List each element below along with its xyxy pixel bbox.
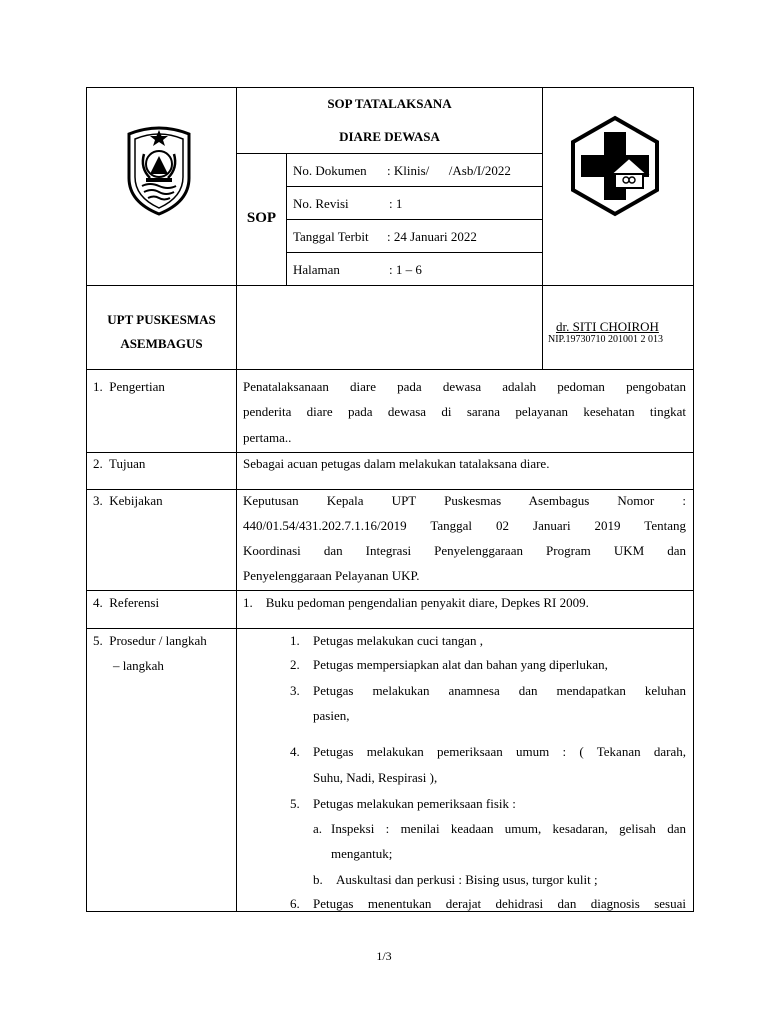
org-name-line-2: ASEMBAGUS: [120, 336, 203, 351]
pengertian-line: penderita diare pada dewasa di sarana pelayanan kesehatan tingkat: [243, 404, 686, 419]
border-top: [86, 87, 694, 88]
substep-text-cont: mengantuk;: [331, 846, 393, 861]
page-value: : 1 – 6: [389, 262, 422, 277]
divider-pengertian-bottom: [86, 452, 694, 453]
step-number: 3.: [290, 683, 300, 698]
step-text: Petugas melakukan pemeriksaan umum : ( Tekanan darah,: [313, 744, 686, 759]
doc-number-label: No. Dokumen: [293, 163, 367, 178]
page-number: 1/3: [376, 949, 392, 963]
substep-text: Auskultasi dan perkusi : Bising usus, turgor kulit ;: [336, 872, 598, 887]
step-number: 6.: [290, 896, 300, 911]
substep-letter: b.: [313, 872, 323, 887]
step-number: 4.: [290, 744, 300, 759]
doc-number-value: : Klinis/ /Asb/I/2022: [387, 163, 511, 178]
kebijakan-line: Penyelenggaraan Pelayanan UKP.: [243, 568, 420, 583]
revision-value: : 1: [389, 196, 403, 211]
step-number: 5.: [290, 796, 300, 811]
page-label: Halaman: [293, 262, 340, 277]
section-label-referensi: 4. Referensi: [93, 595, 160, 610]
title-line-2: DIARE DEWASA: [339, 129, 440, 144]
regency-crest-icon: [126, 120, 192, 216]
border-bottom: [86, 911, 694, 912]
section-label-prosedur-cont: – langkah: [113, 658, 164, 673]
kebijakan-line: 440/01.54/431.202.7.1.16/2019 Tanggal 02 Januari 2019 Tentang: [243, 518, 686, 533]
divider-org-bottom: [86, 369, 694, 370]
divider-issued-row: [286, 252, 543, 253]
issued-date-value: : 24 Januari 2022: [387, 229, 477, 244]
doctor-name: dr. SITI CHOIROH: [556, 319, 659, 334]
kebijakan-line: Keputusan Kepala UPT Puskesmas Asembagus Nomor :: [243, 493, 686, 508]
step-text-cont: pasien,: [313, 708, 350, 723]
puskesmas-cross-logo-icon: [567, 114, 663, 218]
pengertian-line: pertama..: [243, 430, 292, 445]
pengertian-line: Penatalaksanaan diare pada dewasa adalah pedoman pengobatan: [243, 379, 686, 394]
org-name-line-1: UPT PUSKESMAS: [107, 312, 216, 327]
substep-letter: a.: [313, 821, 323, 836]
doctor-nip: NIP.19730710 201001 2 013: [548, 334, 664, 345]
divider-rev-row: [286, 219, 543, 220]
divider-doc-row: [286, 186, 543, 187]
section-label-pengertian: 1. Pengertian: [93, 379, 165, 394]
divider-header-bottom: [86, 285, 694, 286]
step-text: Petugas melakukan cuci tangan ,: [313, 633, 484, 648]
step-number: 1.: [290, 633, 300, 648]
divider-tujuan-bottom: [86, 489, 694, 490]
referensi-text: 1. Buku pedoman pengendalian penyakit diare, Depkes RI 2009.: [243, 595, 589, 610]
section-label-prosedur: 5. Prosedur / langkah: [93, 633, 207, 648]
step-text: Petugas mempersiapkan alat dan bahan yang diperlukan,: [313, 657, 608, 672]
border-right: [693, 87, 694, 912]
border-left: [86, 87, 87, 912]
step-text-cont: Suhu, Nadi, Respirasi ),: [313, 770, 438, 785]
sop-label: SOP: [246, 210, 277, 226]
issued-date-label: Tanggal Terbit: [293, 229, 369, 244]
step-text: Petugas menentukan derajat dehidrasi dan diagnosis sesuai: [313, 896, 686, 911]
step-text: Petugas melakukan pemeriksaan fisik :: [313, 796, 516, 811]
step-number: 2.: [290, 657, 300, 672]
substep-text: Inspeksi : menilai keadaan umum, kesadaran, gelisah dan: [331, 821, 686, 836]
divider-col-right-logo: [542, 87, 543, 370]
kebijakan-line: Koordinasi dan Integrasi Penyelenggaraan Program UKM dan: [243, 543, 686, 558]
divider-kebijakan-bottom: [86, 590, 694, 591]
tujuan-text: Sebagai acuan petugas dalam melakukan tatalaksana diare.: [243, 456, 550, 471]
section-label-kebijakan: 3. Kebijakan: [93, 493, 163, 508]
section-label-tujuan: 2. Tujuan: [93, 456, 146, 471]
revision-label: No. Revisi: [293, 196, 349, 211]
divider-title-bottom: [236, 153, 543, 154]
divider-referensi-bottom: [86, 628, 694, 629]
title-line-1: SOP TATALAKSANA: [327, 96, 452, 111]
step-text: Petugas melakukan anamnesa dan mendapatkan keluhan: [313, 683, 686, 698]
